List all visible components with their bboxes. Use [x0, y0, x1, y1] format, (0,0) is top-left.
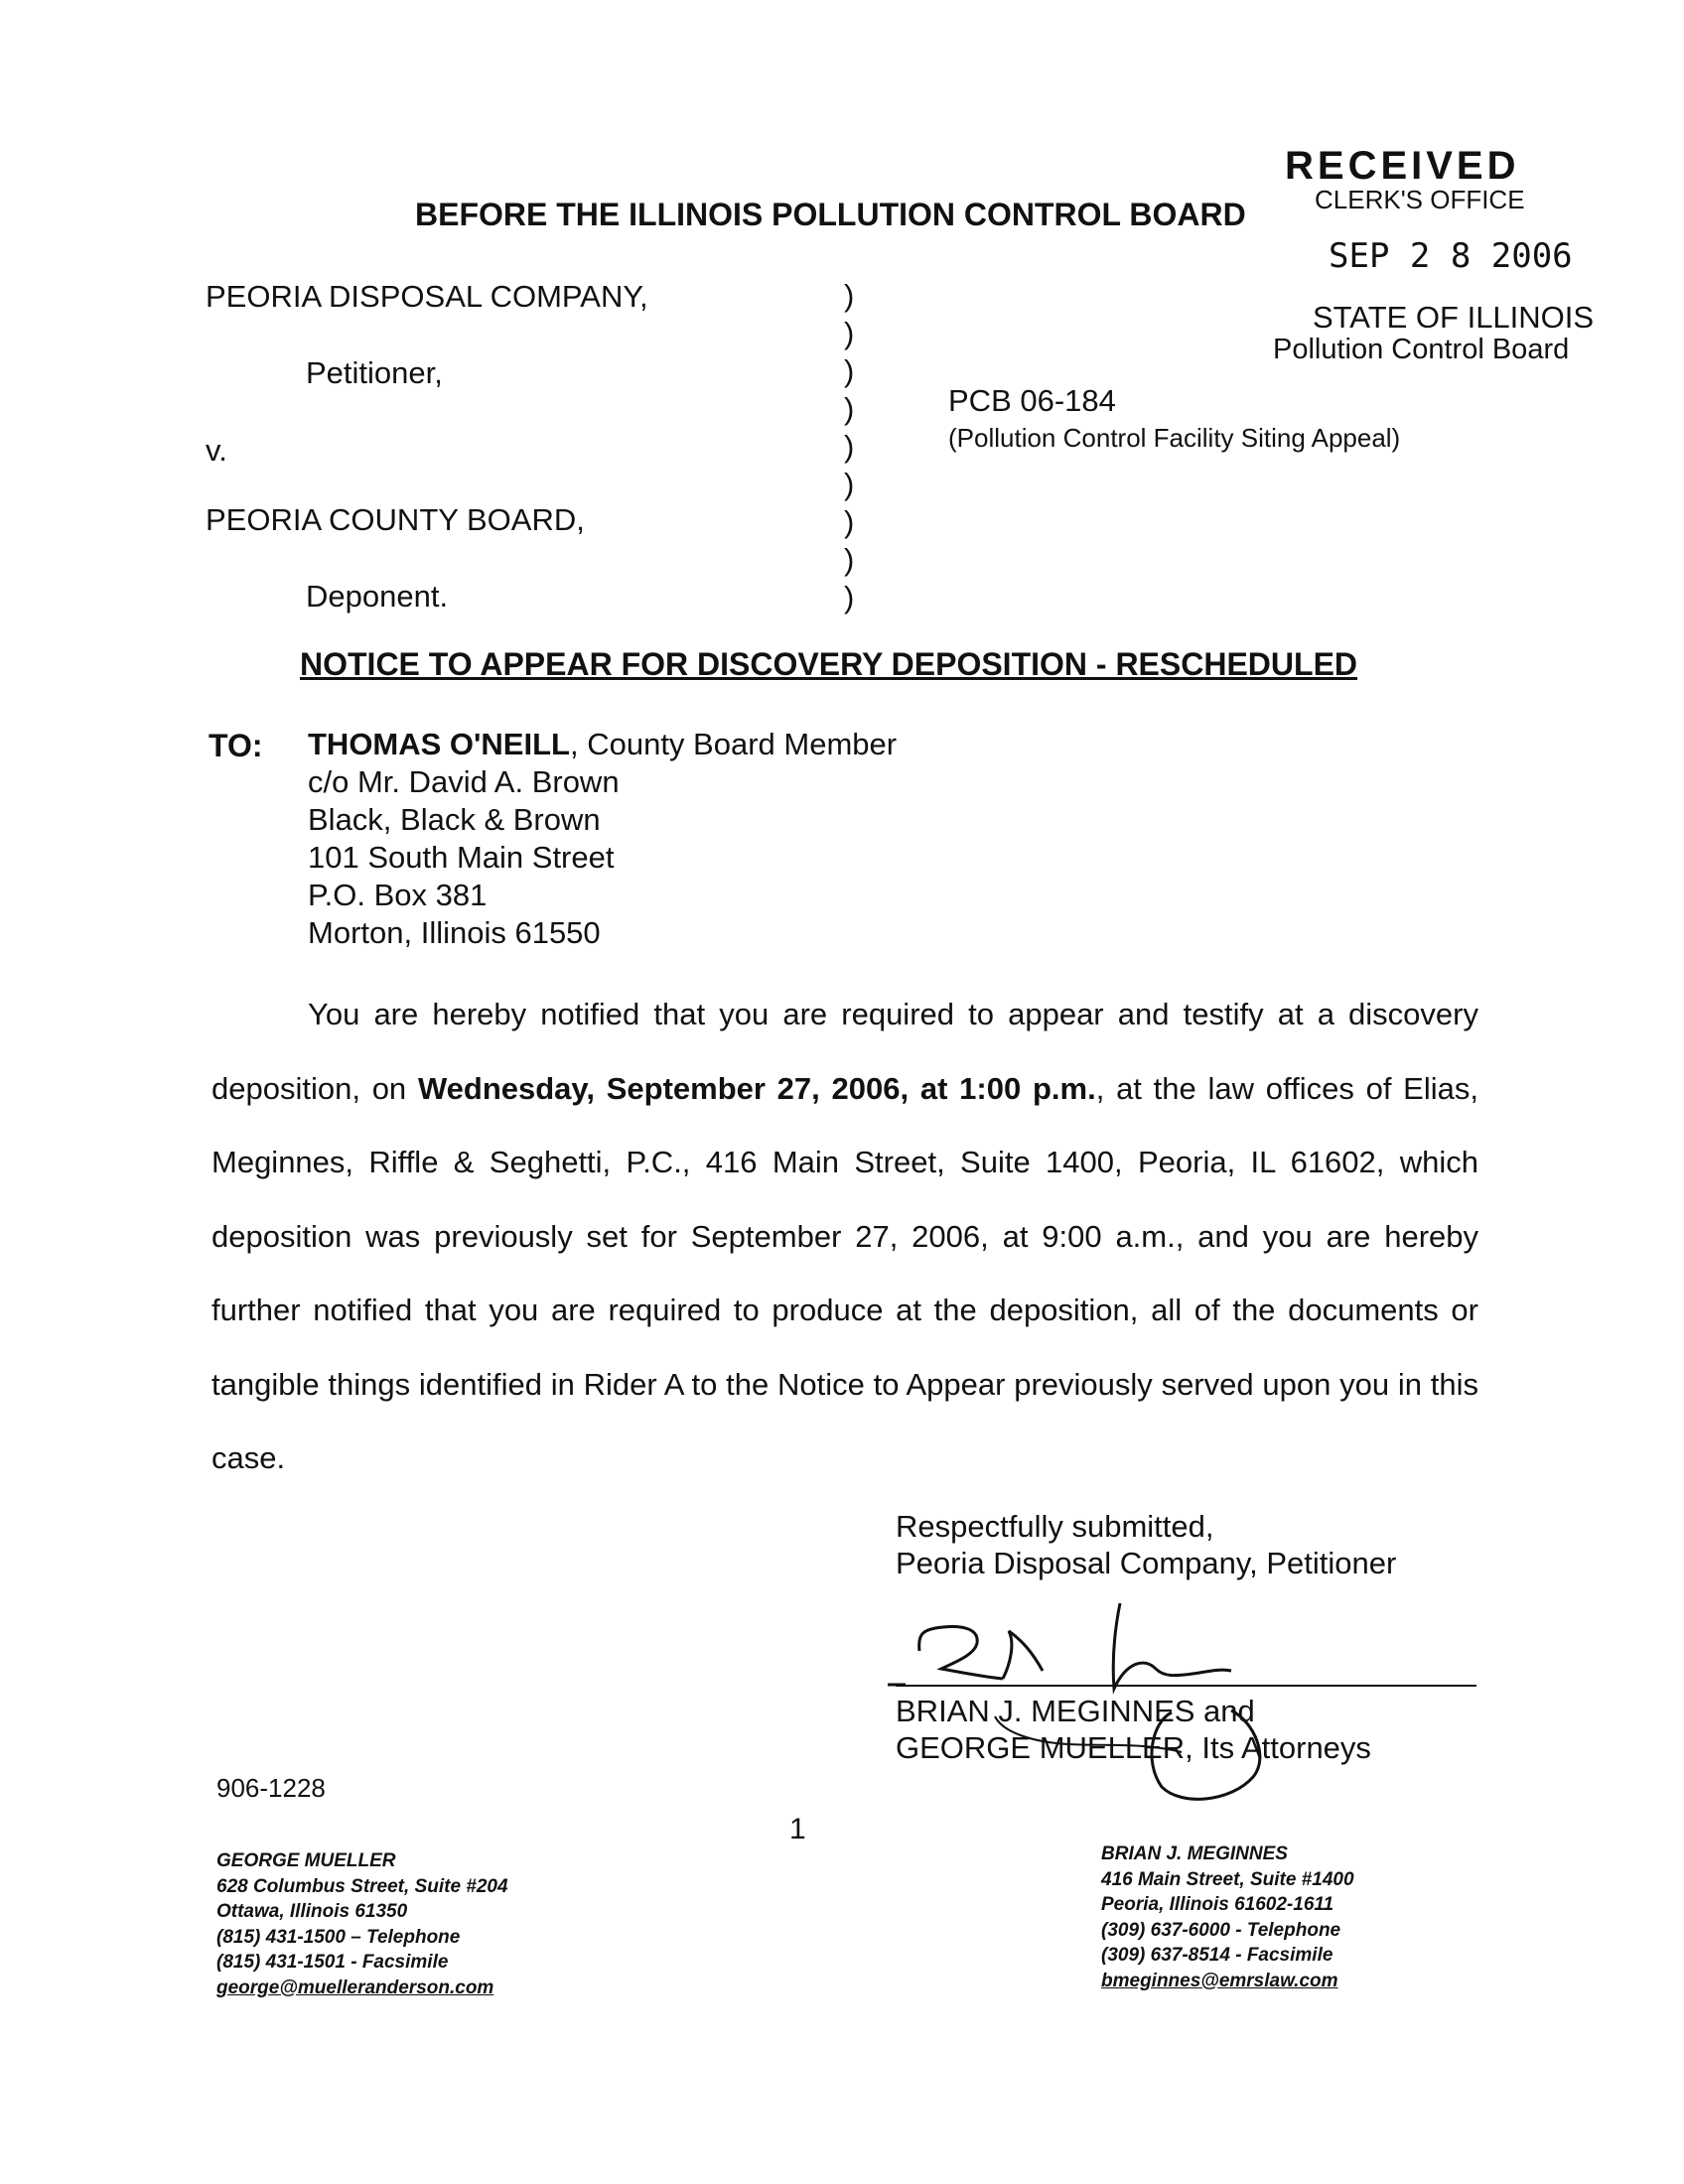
- footer-left-address1: 628 Columbus Street, Suite #204: [216, 1875, 508, 1897]
- footer-right-phone: (309) 637-6000 - Telephone: [1101, 1919, 1341, 1941]
- notice-body: [211, 978, 1478, 1496]
- petitioner-name: PEORIA DISPOSAL COMPANY,: [206, 279, 648, 314]
- caption-paren: ): [844, 391, 855, 426]
- body-text-part2: , at the law offices of Elias, Meginnes, Riffle & Seghetti, P.C., 416 Main Street, Suite 1400, Peoria, IL 61602, which deposition was previously set for September 27, 2006, at 9:00 a.m., and you are hereby further notified that you are required to produce at the deposition, all of the documents or tangible things identified in Rider A to the Notice to Appear previously served upon you in this case.: [211, 1070, 1478, 1475]
- stamp-date: SEP 2 8 2006: [1329, 236, 1573, 276]
- case-number: PCB 06-184: [948, 383, 1116, 418]
- deposition-datetime: Wednesday, September 27, 2006, at 1:00 p.m.: [417, 1070, 1096, 1106]
- respondent-role: Deponent.: [306, 579, 449, 614]
- stamp-received: RECEIVED: [1285, 144, 1520, 188]
- closing-party: Peoria Disposal Company, Petitioner: [896, 1546, 1397, 1580]
- footer-right-name: BRIAN J. MEGINNES: [1101, 1843, 1288, 1864]
- caption-paren: ): [844, 278, 855, 313]
- stamp-state: STATE OF ILLINOIS: [1313, 300, 1595, 335]
- caption-paren: ): [844, 580, 855, 614]
- board-title: BEFORE THE ILLINOIS POLLUTION CONTROL BOARD: [415, 197, 1246, 232]
- addressee: [308, 727, 897, 762]
- footer-right-attorney: [1101, 1842, 1354, 1993]
- footer-left-name: GEORGE MUELLER: [216, 1850, 396, 1871]
- to-label: TO:: [209, 728, 263, 763]
- address-line: Morton, Illinois 61550: [308, 915, 601, 950]
- footer-right-address2: Peoria, Illinois 61602-1611: [1101, 1894, 1334, 1915]
- case-description: (Pollution Control Facility Siting Appeal): [948, 423, 1401, 453]
- caption-paren: ): [844, 542, 855, 577]
- footer-left-fax: (815) 431-1501 - Facsimile: [216, 1952, 449, 1973]
- caption-paren: ): [844, 467, 855, 501]
- page-number: 1: [789, 1813, 806, 1845]
- caption-paren: ): [844, 316, 855, 350]
- footer-left-address2: Ottawa, Illinois 61350: [216, 1901, 408, 1922]
- caption-paren: ): [844, 429, 855, 464]
- reference-number: 906-1228: [216, 1773, 326, 1803]
- footer-right-email[interactable]: bmeginnes@emrslaw.com: [1101, 1970, 1338, 1991]
- addressee-name: THOMAS O'NEILL: [308, 727, 570, 761]
- footer-right-fax: (309) 637-8514 - Facsimile: [1101, 1945, 1333, 1966]
- stamp-clerk-office: CLERK'S OFFICE: [1315, 185, 1525, 214]
- signature-line: [896, 1685, 1476, 1687]
- notice-paragraph: [211, 978, 1478, 1496]
- closing-line: Respectfully submitted,: [896, 1509, 1214, 1544]
- address-line: 101 South Main Street: [308, 840, 615, 875]
- address-line: Black, Black & Brown: [308, 802, 601, 837]
- footer-left-email[interactable]: george@muelleranderson.com: [216, 1977, 494, 1998]
- petitioner-role: Petitioner,: [306, 355, 443, 390]
- addressee-title: , County Board Member: [569, 727, 898, 761]
- versus: v.: [206, 433, 227, 468]
- signatory-line-1: BRIAN J. MEGINNES and: [896, 1694, 1255, 1728]
- respondent-name: PEORIA COUNTY BOARD,: [206, 502, 585, 537]
- notice-heading: NOTICE TO APPEAR FOR DISCOVERY DEPOSITION - RESCHEDULED: [300, 646, 1358, 682]
- address-line: c/o Mr. David A. Brown: [308, 764, 620, 799]
- signatory-line-2: GEORGE MUELLER, Its Attorneys: [896, 1730, 1371, 1765]
- caption-paren: ): [844, 504, 855, 539]
- body-text-part1: You are hereby notified that you are required to appear and testify at a discovery deposition, on: [211, 997, 1478, 1106]
- caption-paren: ): [844, 353, 855, 388]
- stamp-board: Pollution Control Board: [1273, 334, 1570, 365]
- footer-left-phone: (815) 431-1500 – Telephone: [216, 1926, 461, 1948]
- footer-right-address1: 416 Main Street, Suite #1400: [1101, 1868, 1354, 1890]
- footer-left-attorney: [216, 1848, 508, 2000]
- address-line: P.O. Box 381: [308, 878, 488, 912]
